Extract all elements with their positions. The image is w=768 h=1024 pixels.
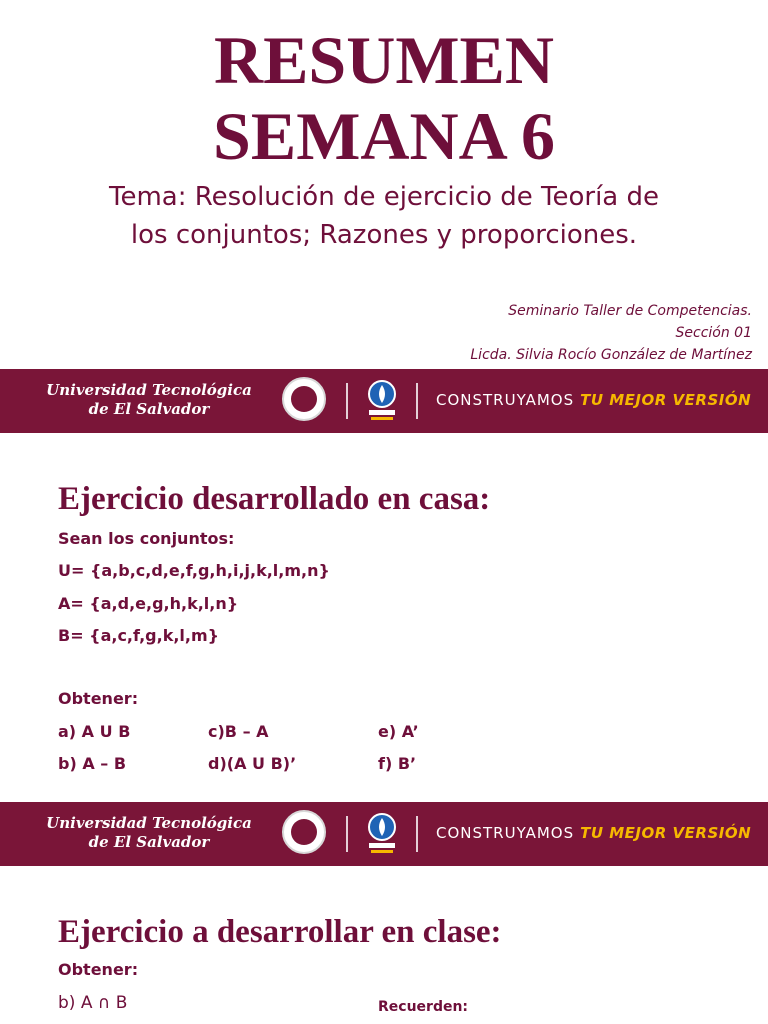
credit-section: Sección 01 — [675, 325, 752, 341]
university-seal-icon — [282, 810, 326, 854]
motto-prefix: CONSTRUYAMOS — [436, 391, 575, 409]
banner-divider — [346, 383, 348, 419]
sets-intro: Sean los conjuntos: — [58, 529, 235, 548]
option-e: e) A’ — [378, 722, 419, 741]
classwork-heading: Ejercicio a desarrollar en clase: — [58, 914, 502, 950]
remember-label: Recuerden: — [378, 999, 469, 1015]
subtitle-line-2: los conjuntos; Razones y proporciones. — [130, 220, 638, 250]
set-b: B= {a,c,f,g,k,l,m} — [58, 626, 220, 645]
banner-motto — [436, 391, 751, 409]
classwork-item-b: b) A ∩ B — [58, 993, 128, 1013]
university-seal-icon — [282, 377, 326, 421]
university-banner-2 — [0, 802, 768, 866]
university-name: Universidad Tecnológica — [46, 814, 252, 832]
motto-prefix: CONSTRUYAMOS — [436, 824, 575, 842]
university-name: Universidad Tecnológica — [46, 381, 252, 399]
obtain-label: Obtener: — [58, 689, 139, 708]
set-a: A= {a,d,e,g,h,k,l,n} — [58, 594, 239, 613]
option-b: b) A – B — [58, 754, 127, 773]
slide-classwork — [0, 878, 768, 1024]
banner-divider-2 — [416, 816, 418, 852]
option-a: a) A U B — [58, 722, 131, 741]
subtitle-line-1: Tema: Resolución de ejercicio de Teoría de — [108, 182, 659, 212]
option-c: c)B – A — [208, 722, 269, 741]
slide-homework — [0, 446, 768, 866]
university-banner — [0, 369, 768, 433]
title-line-1: RESUMEN — [213, 22, 555, 98]
cba-logo-icon — [366, 812, 398, 856]
slide-title — [0, 0, 768, 434]
university-location: de El Salvador — [88, 400, 210, 418]
credit-author: Licda. Silvia Rocío González de Martínez — [470, 347, 752, 363]
credits — [470, 300, 752, 366]
set-u: U= {a,b,c,d,e,f,g,h,i,j,k,l,m,n} — [58, 561, 330, 580]
classwork-obtain-label: Obtener: — [58, 960, 139, 979]
university-logo-text — [24, 814, 274, 852]
university-location: de El Salvador — [88, 833, 210, 851]
motto-accent: TU MEJOR VERSIÓN — [580, 824, 752, 842]
homework-heading: Ejercicio desarrollado en casa: — [58, 481, 491, 517]
credit-course: Seminario Taller de Competencias. — [508, 303, 752, 319]
banner-motto — [436, 824, 751, 842]
cba-logo-icon — [366, 379, 398, 423]
option-d: d)(A U B)’ — [208, 754, 297, 773]
option-f: f) B’ — [378, 754, 417, 773]
title-line-2: SEMANA 6 — [213, 98, 555, 174]
banner-divider — [346, 816, 348, 852]
banner-divider-2 — [416, 383, 418, 419]
university-logo-text — [24, 381, 274, 419]
motto-accent: TU MEJOR VERSIÓN — [580, 391, 752, 409]
